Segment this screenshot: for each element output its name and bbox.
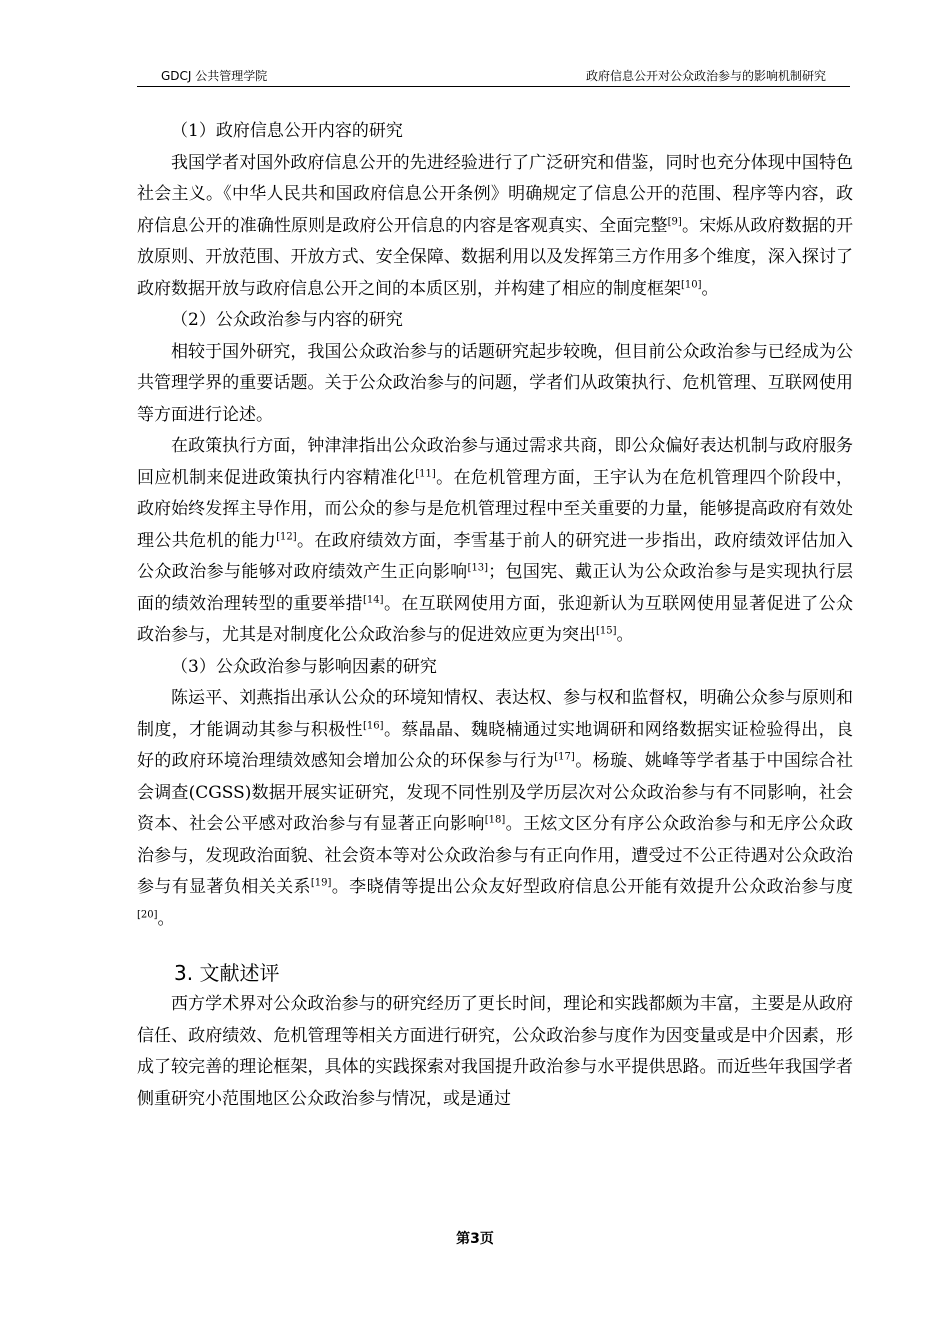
paragraph-text: 。蔡晶晶、魏晓楠通过实地调研和网络数据实证检验得出，良好的政府环境治理绩效感知会增加公众的环保参与行为: [137, 719, 854, 771]
page-number: 第3页: [456, 1231, 494, 1247]
paragraph-text: 。: [157, 908, 175, 929]
citation: [16]: [363, 719, 384, 731]
subsection-title-2: （2）公众政治参与内容的研究: [171, 310, 403, 330]
paragraph-text: 陈运平、刘燕指出承认公众的环境知情权、表达权、参与权和监督权，明确公众参与原则和制度，才能调动其参与积极性: [137, 688, 853, 740]
citation: [14]: [363, 593, 384, 605]
paragraph-2: 相较于国外研究，我国公众政治参与的话题研究起步较晚，但目前公众政治参与已经成为公共管理学界的重要话题。关于公众政治参与的问题，学者们从政策执行、危机管理、互联网使用等方面进行论述。: [137, 341, 853, 425]
citation: [20]: [137, 908, 158, 920]
page-header: [137, 64, 850, 87]
paper-body: [137, 116, 853, 1115]
paragraph-text: 。在互联网使用方面，张迎新认为互联网使用显著促进了公众政治参与，尤其是对制度化公众政治参与的促进效应更为突出: [137, 593, 854, 645]
header-institution: GDCJ 公共管理学院: [161, 69, 268, 83]
paragraph-text: 我国学者对国外政府信息公开的先进经验进行了广泛研究和借鉴，同时也充分体现中国特色社会主义。《中华人民共和国政府信息公开条例》明确规定了信息公开的范围、程序等内容，政府信息公开的准确性原则是政府公开信息的内容是客观真实、全面完整: [137, 152, 853, 236]
citation: [13]: [467, 562, 489, 574]
paragraph-text: 。李晓倩等提出公众友好型政府信息公开能有效提升公众政治参与度: [331, 877, 854, 897]
citation: [11]: [415, 467, 436, 479]
paragraph-4: [137, 683, 853, 935]
paragraph-text: 。宋烁从政府数据的开放原则、开放范围、开放方式、安全保障、数据利用以及发挥第三方作用多个维度，深入探讨了政府数据开放与政府信息公开之间的本质区别，并构建了相应的制度框架: [137, 215, 854, 299]
paragraph-text: 。: [616, 625, 634, 645]
citation: [10]: [681, 278, 702, 290]
paragraph-text: 。在危机管理方面，王宇认为在危机管理四个阶段中，政府始终发挥主导作用，而公众的参与是危机管理过程中至关重要的力量，能够提高政府有效处理公共危机的能力: [137, 467, 853, 551]
citation: [17]: [554, 751, 575, 763]
citation: [18]: [484, 814, 506, 826]
citation: [12]: [276, 530, 297, 542]
subsection-title-3: （3）公众政治参与影响因素的研究: [171, 656, 437, 677]
paragraph-5: 西方学术界对公众政治参与的研究经历了更长时间，理论和实践都颇为丰富，主要是从政府信任、政府绩效、危机管理等相关方面进行研究，公众政治参与度作为因变量或是中介因素，形成了较完善的理论框架，具体的实践探索对我国提升政治参与水平提供思路。而近些年我国学者侧重研究小范围地区公众政治参与情况，或是通过: [137, 994, 853, 1109]
subsection-title-1: （1）政府信息公开内容的研究: [171, 121, 403, 141]
paragraph-text: 。: [701, 278, 719, 299]
citation: [9]: [667, 215, 682, 227]
citation: [19]: [310, 877, 332, 889]
citation: [15]: [596, 625, 617, 637]
paragraph-text: 。王炫文区分有序公众政治参与和无序公众政治参与，发现政治面貌、社会资本等对公众政治参与有正向作用，遭受过不公正待遇对公众政治参与有显著负相关关系: [137, 814, 853, 897]
paragraph-text: ；包国宪、戴正认为公众政治参与是实现执行层面的绩效治理转型的重要举措: [137, 562, 854, 614]
paragraph-text: 。在政府绩效方面，李雪基于前人的研究进一步指出，政府绩效评估加入公众政治参与能够对政府绩效产生正向影响: [137, 530, 853, 582]
header-paper-title: 政府信息公开对公众政治参与的影响机制研究: [585, 69, 826, 83]
paragraph-1: [137, 148, 853, 306]
paragraph-3: [137, 431, 853, 652]
paragraph-text: 在政策执行方面，钟津津指出公众政治参与通过需求共商，即公众偏好表达机制与政府服务回应机制来促进政策执行内容精准化: [137, 436, 853, 488]
section-heading-3: 3. 文献述评: [174, 961, 280, 985]
paragraph-text: 。杨璇、姚峰等学者基于中国综合社会调查(CGSS)数据开展实证研究，发现不同性别及学历层次对公众政治参与有不同影响，社会资本、社会公平感对政治参与有显著正向影响: [137, 751, 853, 834]
